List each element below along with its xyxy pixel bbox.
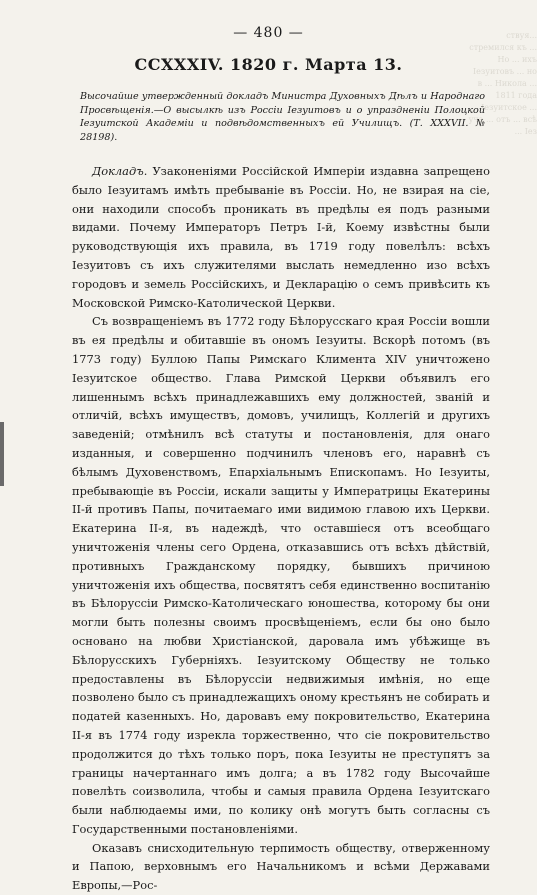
paragraph-3: Оказавъ снисходительную терпимость обществу, отверженному и Папою, верховнымъ его Начальникомъ и всѣми Державами Европы,—Рос- [72,840,490,893]
scan-edge-mark [0,422,4,486]
bleed-through-text: ствуя... стремился къ ... Но ... ихъ Іезуитовъ ... но в ... Никола ... 1811 года Іезуитское ... уча ... отъ ... всѣ ... Іез [468,31,537,136]
page-number: — 480 — [233,25,304,41]
section-heading: СCXXXIV. 1820 г. Марта 13. [134,55,403,74]
paragraph-1-text: Узаконеніями Россійской Имперіи издавна запрещено было Іезуитамъ имѣть пребываніе въ Россіи. Но, не взирая на сіе, они находили способъ проникать въ предѣлы ея подъ разными видами. Почему Императоръ Петръ I-й, Коему извѣстны были руководствующія ихъ правила, въ 1719 году повелѣлъ: всѣхъ Іезуитовъ съ ихъ служителями выслать немедленно изо всѣхъ городовъ и земель Россійскихъ, и Декларацію о семъ привѣсить къ Московской Римско-Католической Церкви. [72,164,490,310]
lead-word: Докладъ. [92,164,148,178]
decree-summary: Высочайше утвержденный докладъ Министра Духовныхъ Дѣлъ и Народнаго Просвѣщенія.—О высылкѣ изъ Россіи Іезуитовъ и о упраздненіи Полоцкой Іезуитской Академіи и подвѣдомственныхъ ей Училищъ. (Т. XXXVII. № 28198). [80,91,485,143]
body-text [72,162,490,895]
paragraph-2: Съ возвращеніемъ въ 1772 году Бѣлорусскаго края Россіи вошли въ ея предѣлы и обитавшіе въ ономъ Іезуиты. Вскорѣ потомъ (въ 1773 году) Буллою Папы Римскаго Климента XIV уничтожено Іезуитское общество. Глава Римской Церкви объявилъ его лишеннымъ всѣхъ принадлежавшихъ ему должностей, званій и отличій, всѣхъ имуществъ, домовъ, училищъ, Коллегій и другихъ заведеній; отмѣнилъ всѣ статуты и постановленія, для онаго изданныя, и совершенно подчинилъ членовъ его, наравнѣ съ бѣлымъ Духовенствомъ, Епархіальнымъ Епископамъ. Но Іезуиты, пребывающіе въ Россіи, искали защиты у Императрицы Екатерины II-й противъ Папы, почитаемаго ими видимою главою ихъ Церкви. Екатерина II-я, въ надеждѣ, что оставшіеся отъ всеобщаго уничтоженія члены сего Ордена, отказавшись отъ всѣхъ дѣйствій, противныхъ Гражданскому порядку, бывшихъ причиною уничтоженія ихъ общества, посвятятъ себя единственно воспитанію въ Бѣлоруссіи Римско-Католическаго юношества, которому бы они могли быть полезны своимъ просвѣщеніемъ, если бы оно было основано на любви Христіанской, даровала имъ убѣжище въ Бѣлорусскихъ Губерніяхъ. Іезуитскому Обществу не только предоставлены въ Бѣлоруссіи недвижимыя имѣнія, но еще позволено было съ принадлежащихъ оному крестьянъ не собирать и податей казенныхъ. Но, даровавъ ему покровительство, Екатерина II-я въ 1774 году изрекла торжественно, что сіе покровительство продолжится до тѣхъ только поръ, пока Іезуиты не преступятъ за границы начертаннаго имъ долга; а въ 1782 году Высочайше повелѣть соизволила, чтобы и самыя правила Ордена Іезуитскаго были наблюдаемы ими, по колику онѣ могутъ быть согласны съ Государственными постановленіями. [72,314,490,836]
paragraph-1 [72,162,490,312]
